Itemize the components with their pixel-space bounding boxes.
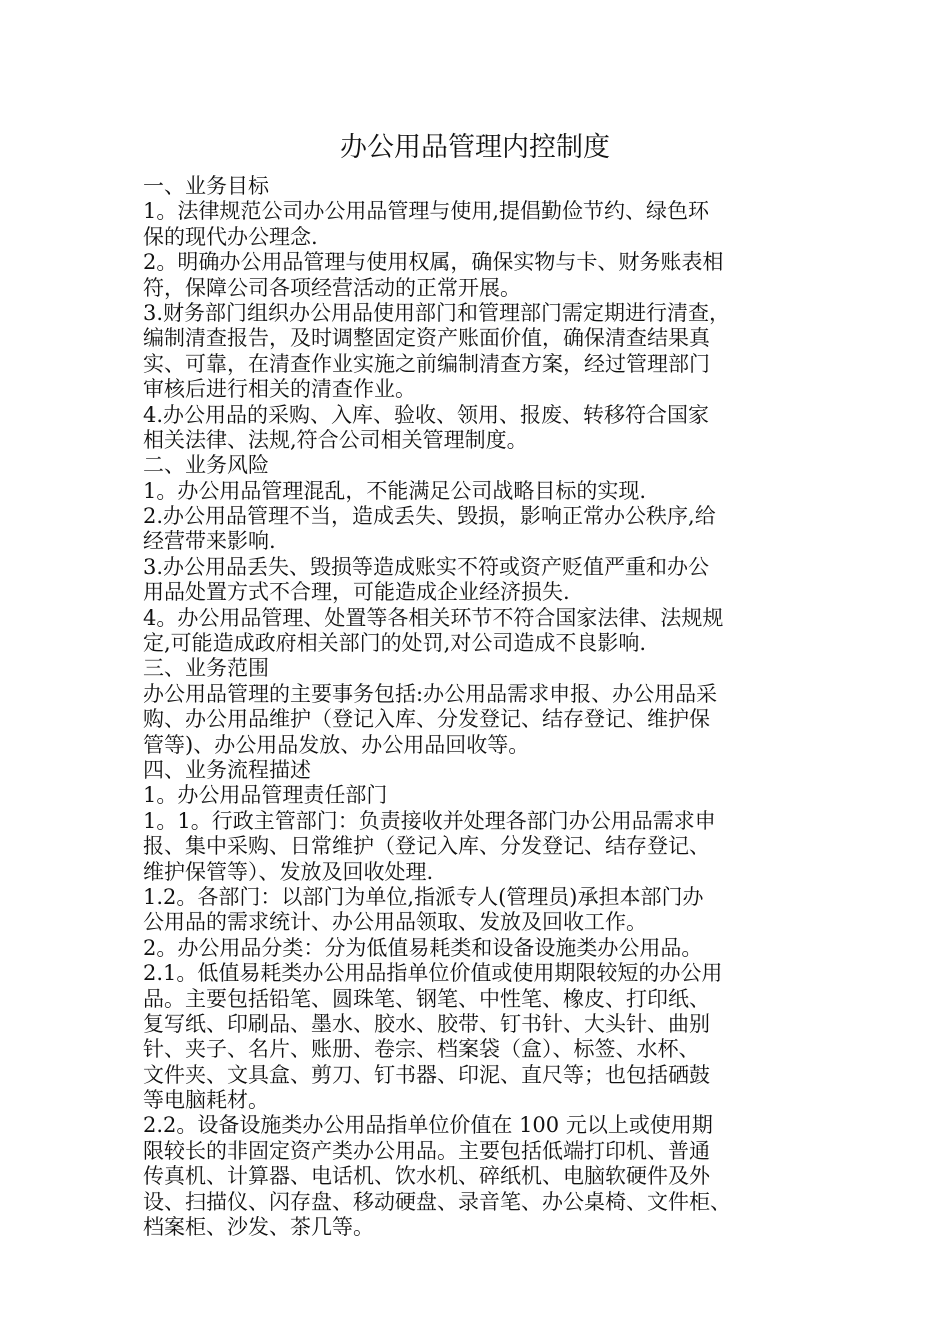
document-body [143, 174, 828, 1240]
body-line: 购、办公用品维护（登记入库、分发登记、结存登记、维护保 [143, 707, 710, 732]
body-line: 相关法律、法规,符合公司相关管理制度。 [143, 427, 528, 452]
body-line: 限较长的非固定资产类办公用品。主要包括低端打印机、普通 [143, 1138, 710, 1163]
body-line: 4.办公用品的采购、入库、验收、领用、报废、转移符合国家 [143, 402, 710, 427]
section-heading-business-risks: 二、业务风险 [143, 453, 269, 478]
body-line: 品。主要包括铅笔、圆珠笔、钢笔、中性笔、橡皮、打印纸、 [143, 986, 710, 1011]
body-line: 1.2。各部门：以部门为单位,指派专人(管理员)承担本部门办 [143, 884, 704, 909]
document-title: 办公用品管理内控制度 [340, 132, 610, 163]
section-heading-business-scope: 三、业务范围 [143, 656, 269, 681]
body-line: 审核后进行相关的清查作业。 [143, 377, 416, 402]
body-line: 复写纸、印刷品、墨水、胶水、胶带、钉书针、大头针、曲别 [143, 1011, 710, 1036]
body-line: 2.办公用品管理不当，造成丢失、毁损，影响正常办公秩序,给 [143, 504, 716, 529]
section-heading-business-goals: 一、业务目标 [143, 174, 269, 198]
body-line: 2.2。设备设施类办公用品指单位价值在 100 元以上或使用期 [143, 1113, 713, 1138]
body-line: 针、夹子、名片、账册、卷宗、档案袋（盒）、标签、水杯、 [143, 1037, 700, 1062]
body-line: 2。办公用品分类：分为低值易耗类和设备设施类办公用品。 [143, 935, 703, 960]
body-line: 2。明确办公用品管理与使用权属，确保实物与卡、财务账表相 [143, 250, 724, 275]
body-line: 定,可能造成政府相关部门的处罚,对公司造成不良影响. [143, 631, 647, 656]
body-line: 保的现代办公理念. [143, 224, 318, 249]
body-line: 设、扫描仪、闪存盘、移动硬盘、录音笔、办公桌椅、文件柜、 [143, 1189, 731, 1214]
body-line: 用品处置方式不合理，可能造成企业经济损失. [143, 580, 570, 605]
section-heading-process-description: 四、业务流程描述 [143, 757, 311, 782]
body-line: 维护保管等）、发放及回收处理. [143, 859, 434, 884]
body-line: 1。办公用品管理混乱，不能满足公司战略目标的实现. [143, 478, 647, 503]
body-line: 2.1。低值易耗类办公用品指单位价值或使用期限较短的办公用 [143, 961, 723, 986]
body-line: 公用品的需求统计、办公用品领取、发放及回收工作。 [143, 910, 647, 935]
body-line: 3.办公用品丢失、毁损等造成账实不符或资产贬值严重和办公 [143, 554, 710, 579]
body-line: 传真机、计算器、电话机、饮水机、碎纸机、电脑软硬件及外 [143, 1164, 710, 1189]
body-line: 实、可靠，在清查作业实施之前编制清查方案，经过管理部门 [143, 351, 710, 376]
body-line: 档案柜、沙发、茶几等。 [143, 1215, 374, 1240]
body-line: 等电脑耗材。 [143, 1088, 269, 1113]
body-line: 办公用品管理的主要事务包括:办公用品需求申报、办公用品采 [143, 681, 718, 706]
body-line: 3.财务部门组织办公用品使用部门和管理部门需定期进行清查， [143, 300, 731, 325]
body-line: 经营带来影响. [143, 529, 276, 554]
body-line: 1。法律规范公司办公用品管理与使用,提倡勤俭节约、绿色环 [143, 199, 710, 224]
body-line: 编制清查报告，及时调整固定资产账面价值，确保清查结果真 [143, 326, 710, 351]
body-line: 文件夹、文具盒、剪刀、钉书器、印泥、直尺等；也包括硒鼓 [143, 1062, 710, 1087]
body-line: 1。1。行政主管部门：负责接收并处理各部门办公用品需求申 [143, 808, 716, 833]
body-line: 管等)、办公用品发放、办公用品回收等。 [143, 732, 530, 757]
body-line: 4。办公用品管理、处置等各相关环节不符合国家法律、法规规 [143, 605, 724, 630]
body-line: 符，保障公司各项经营活动的正常开展。 [143, 275, 521, 300]
body-line: 报、集中采购、日常维护（登记入库、分发登记、结存登记、 [143, 834, 710, 859]
body-line: 1。办公用品管理责任部门 [143, 783, 388, 808]
